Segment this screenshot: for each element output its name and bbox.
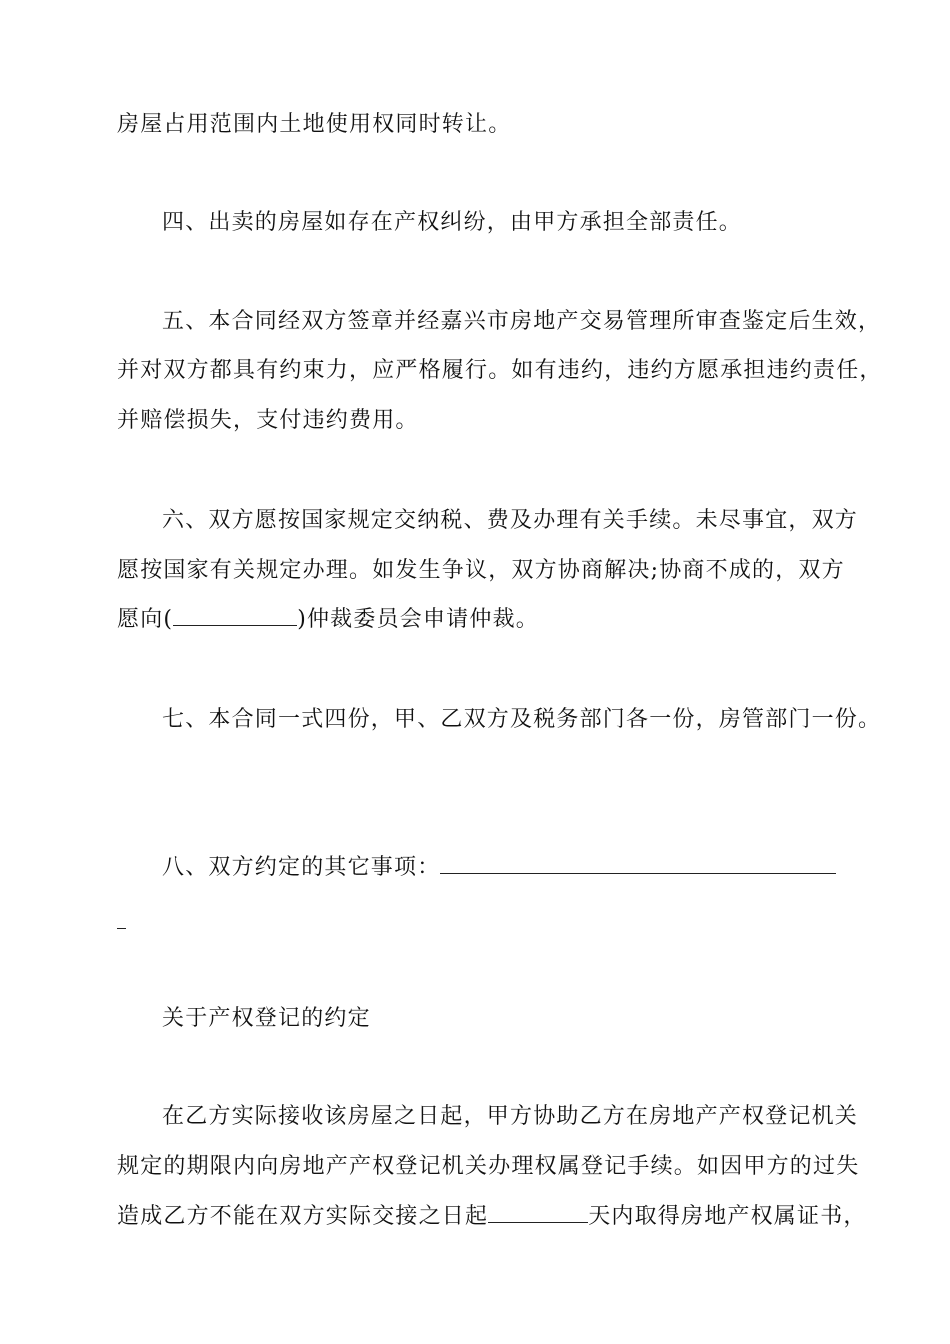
- paragraph-8: [162, 853, 902, 883]
- paragraph-6-line-3-end: )仲裁委员会申请仲裁。: [297, 607, 539, 632]
- paragraph-9-line-2: 规定的期限内向房地产产权登记机关办理权属登记手续。如因甲方的过失: [117, 1154, 860, 1179]
- other-matters-blank: [440, 853, 836, 874]
- paragraph-9-line-1: 在乙方实际接收该房屋之日起，甲方协助乙方在房地产产权登记机关: [162, 1104, 859, 1129]
- other-matters-blank-continuation: [117, 928, 126, 929]
- paragraph-4: 四、出卖的房屋如存在产权纠纷，由甲方承担全部责任。: [162, 210, 743, 235]
- paragraph-6-line-2: 愿按国家有关规定办理。如发生争议，双方协商解决;协商不成的，双方: [117, 558, 845, 583]
- section-title: 关于产权登记的约定: [162, 1006, 371, 1031]
- paragraph-3-tail: 房屋占用范围内土地使用权同时转让。: [117, 112, 512, 137]
- paragraph-6-line-3-start: 愿向(: [117, 607, 174, 632]
- paragraph-5-line-1: 五、本合同经双方签章并经嘉兴市房地产交易管理所审查鉴定后生效，: [162, 309, 882, 334]
- days-blank: [488, 1202, 588, 1223]
- paragraph-9-line-3-start: 造成乙方不能在双方实际交接之日起: [117, 1204, 489, 1229]
- paragraph-5-line-2: 并对双方都具有约束力，应严格履行。如有违约，违约方愿承担违约责任，: [117, 358, 883, 383]
- paragraph-6-line-3: [117, 605, 857, 635]
- paragraph-6-line-1: 六、双方愿按国家规定交纳税、费及办理有关手续。未尽事宜，双方: [162, 508, 859, 533]
- paragraph-9-line-3: [117, 1202, 867, 1232]
- paragraph-7: 七、本合同一式四份，甲、乙双方及税务部门各一份，房管部门一份。: [162, 707, 882, 732]
- paragraph-5-line-3: 并赔偿损失，支付违约费用。: [117, 408, 419, 433]
- arbitration-committee-blank: [173, 605, 297, 626]
- paragraph-8-text: 八、双方约定的其它事项：: [162, 855, 441, 880]
- paragraph-9-line-3-end: 天内取得房地产权属证书，: [588, 1204, 867, 1229]
